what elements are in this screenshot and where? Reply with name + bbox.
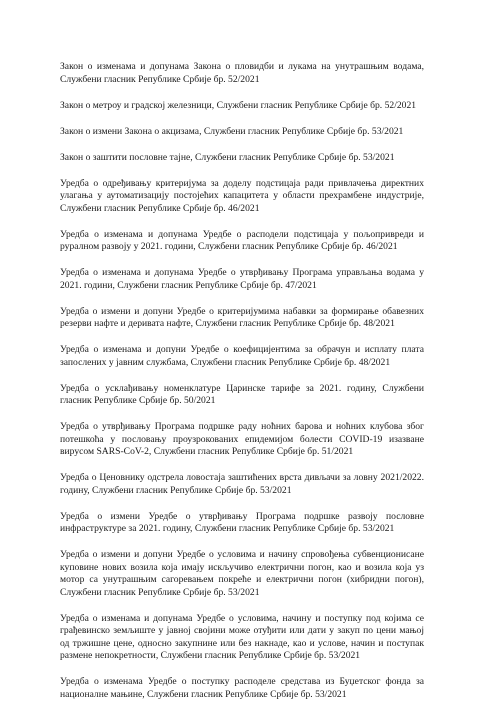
legislation-entry: Уредба о изменама и допунама Уредбе о утврђивању Програма управљања водама у 2021. години, Службени гласник Републике Србије бр. 47/2021: [60, 267, 424, 291]
legislation-entry: Уредба о измени и допуни Уредбе о условима и начину спровођења субвенционисане куповине нових возила која имају искључиво електрични погон, као и возила која уз мотор са унутрашњим сагоревањем покреће и електрични погон (хибридни погон), Службени гласник Републике Србије бр. 53/2021: [60, 549, 424, 598]
legislation-entry: Закон о измени Закона о акцизама, Службени гласник Републике Србије бр. 53/2021: [60, 125, 404, 137]
legislation-entry: Уредба о Ценовнику одстрела ловостаја заштићених врста дивљачи за ловну 2021/2022. годину, Службени гласник Републике Србије бр. 53/2021: [60, 472, 424, 496]
legislation-entry: Уредба о изменама и допуни Уредбе о коефицијентима за обрачун и исплату плата запослених у јавним службама, Службени гласник Републике Србије бр. 48/2021: [60, 344, 424, 368]
legislation-entry: Закон о метроу и градској железници, Службени гласник Републике Србије бр. 52/2021: [60, 99, 417, 111]
legislation-entry: Уредба о одређивању критеријума за доделу подстицаја ради привлачења директних улагања у аутоматизацију постојећих капацитета у области прехрамбене индустрије, Службени гласник Републике Србије бр. 46/2021: [60, 177, 424, 214]
legislation-entry: Уредба о измени и допуни Уредбе о критеријумима набавки за формирање обавезних резерви нафте и деривата нафте, Службени гласник Републике Србије бр. 48/2021: [60, 305, 424, 329]
legislation-entry: Уредба о изменама Уредбе о поступку расподеле средстава из Буџетског фонда за националне мањине, Службени гласник Републике Србије бр. 53/2021: [60, 676, 424, 700]
legislation-list: [60, 61, 424, 715]
legislation-entry: Уредба о утврђивању Програма подршке раду ноћних барова и ноћних клубова због потешкоћа у пословању проузрокованих епидемијом болести COVID-19 изазване вирусом SARS-CoV-2, Службени гласник Републике Србије бр. 51/2021: [60, 421, 424, 457]
legislation-entry: Уредба о измени Уредбе о утврђивању Програма подршке развоју пословне инфраструктуре за 2021. годину, Службени гласник Републике Србије бр. 53/2021: [60, 510, 424, 534]
legislation-entry: Уредба о усклађивању номенклатуре Царинске тарифе за 2021. годину, Службени гласник Републике Србије бр. 50/2021: [60, 382, 424, 406]
legislation-entry: Закон о заштити пословне тајне, Службени гласник Републике Србије бр. 53/2021: [60, 151, 395, 163]
legislation-entry: Закон о изменама и допунама Закона о пловидби и лукама на унутрашњим водама, Службени гласник Републике Србије бр. 52/2021: [60, 61, 424, 85]
legislation-entry: Уредба о изменама и допунама Уредбе о расподели подстицаја у пољопривреди и руралном развоју у 2021. години, Службени гласник Републике Србије бр. 46/2021: [60, 228, 424, 252]
legislation-entry: Уредба о изменама и допунама Уредбе о условима, начину и поступку под којима се грађевинско земљиште у јавној својини може отуђити или дати у закуп по цени мањој од тржишне цене, односно закупнине или без накнаде, као и услове, начин и поступак размене непокретности, Службени гласник Републике Србије бр. 53/2021: [60, 612, 424, 661]
